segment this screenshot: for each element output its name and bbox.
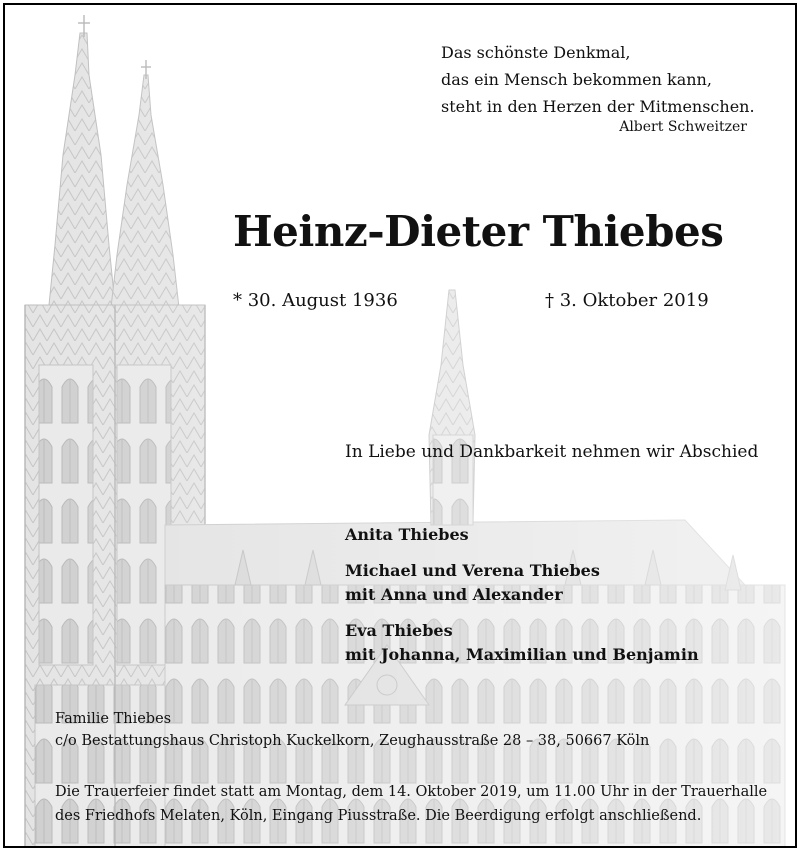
mourner-line: mit Anna und Alexander xyxy=(345,585,563,604)
farewell-line: In Liebe und Dankbarkeit nehmen wir Abschied xyxy=(345,442,759,462)
mourner-line: mit Johanna, Maximilian und Benjamin xyxy=(345,645,699,664)
quote-line: steht in den Herzen der Mitmenschen. xyxy=(441,97,755,116)
mourners-list xyxy=(345,523,699,679)
mourner-group xyxy=(345,619,699,667)
service-line: des Friedhofs Melaten, Köln, Eingang Piusstraße. Die Beerdigung erfolgt anschließend. xyxy=(55,808,702,824)
mourner-line: Michael und Verena Thiebes xyxy=(345,561,600,580)
deceased-name: Heinz-Dieter Thiebes xyxy=(233,207,724,256)
quote-line: Das schönste Denkmal, xyxy=(441,43,631,62)
mourner-line: Eva Thiebes xyxy=(345,621,453,640)
contact-family: Familie Thiebes xyxy=(55,711,172,727)
birth-date: * 30. August 1936 xyxy=(233,290,398,311)
quote-line: das ein Mensch bekommen kann, xyxy=(441,70,712,89)
obituary-notice xyxy=(3,3,797,848)
quote-author: Albert Schweitzer xyxy=(619,119,747,135)
service-info xyxy=(55,780,767,828)
memorial-quote xyxy=(441,39,755,120)
death-date: † 3. Oktober 2019 xyxy=(545,290,709,311)
mourner-group xyxy=(345,523,699,547)
mourner-line: Anita Thiebes xyxy=(345,525,469,544)
contact-address: c/o Bestattungshaus Christoph Kuckelkorn, Zeughausstraße 28 – 38, 50667 Köln xyxy=(55,733,650,749)
contact-block xyxy=(55,708,649,752)
service-line: Die Trauerfeier findet statt am Montag, dem 14. Oktober 2019, um 11.00 Uhr in der Trauerhalle xyxy=(55,784,768,800)
mourner-group xyxy=(345,559,699,607)
